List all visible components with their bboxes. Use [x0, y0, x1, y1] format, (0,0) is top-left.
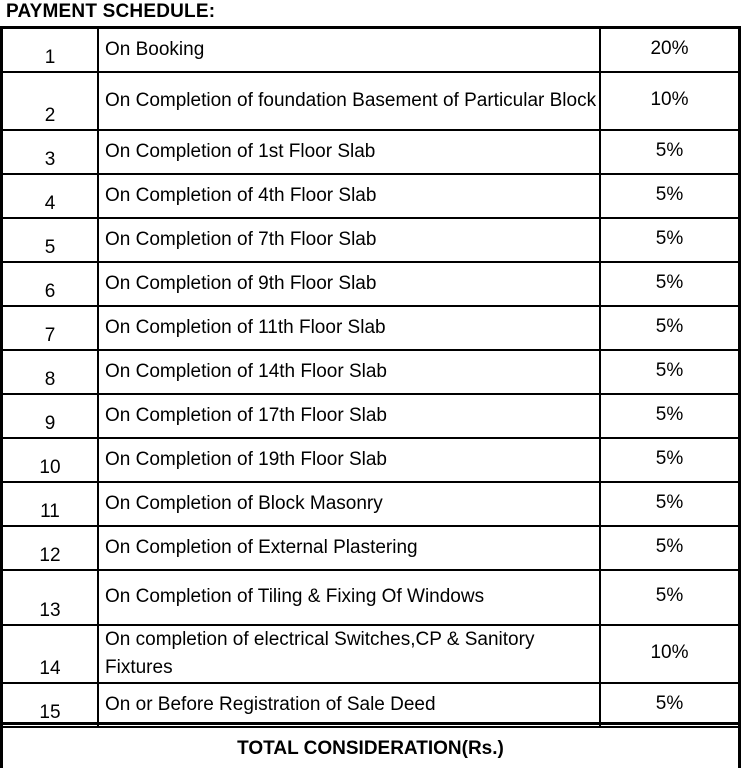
row-percentage [600, 72, 740, 130]
row-percentage-value: 5% [655, 403, 684, 425]
row-percentage [600, 625, 740, 683]
row-percentage [600, 570, 740, 625]
row-percentage [600, 683, 740, 727]
row-number: 8 [2, 350, 99, 394]
row-percentage [600, 130, 740, 174]
table-row [2, 625, 740, 683]
row-percentage [600, 482, 740, 526]
row-description: On Completion of 17th Floor Slab [98, 394, 600, 438]
row-percentage [600, 350, 740, 394]
row-percentage [600, 394, 740, 438]
row-description: On Completion of 9th Floor Slab [98, 262, 600, 306]
row-description: On Completion of 7th Floor Slab [98, 218, 600, 262]
row-number: 4 [2, 174, 99, 218]
row-description: On Completion of 19th Floor Slab [98, 438, 600, 482]
row-percentage-value: 5% [655, 447, 684, 469]
row-percentage-value: 5% [655, 271, 684, 293]
row-description: On Completion of Block Masonry [98, 482, 600, 526]
table-row [2, 28, 740, 72]
row-description: On Booking [98, 28, 600, 72]
row-percentage [600, 438, 740, 482]
row-number: 11 [2, 482, 99, 526]
row-number: 2 [2, 72, 99, 130]
table-row [2, 130, 740, 174]
row-number: 1 [2, 28, 99, 72]
row-percentage [600, 218, 740, 262]
total-consideration-row [0, 722, 741, 768]
row-description: On Completion of 4th Floor Slab [98, 174, 600, 218]
table-row [2, 218, 740, 262]
table-row [2, 570, 740, 625]
row-description: On Completion of External Plastering [98, 526, 600, 570]
row-description: On or Before Registration of Sale Deed [98, 683, 600, 727]
row-number: 9 [2, 394, 99, 438]
row-percentage-value: 5% [655, 585, 684, 606]
row-percentage-value: 10% [650, 88, 689, 110]
row-description: On Completion of Tiling & Fixing Of Windows [98, 570, 600, 625]
row-percentage-value: 5% [655, 359, 684, 381]
table-row [2, 482, 740, 526]
table-row [2, 262, 740, 306]
row-percentage [600, 262, 740, 306]
row-percentage-value: 5% [655, 183, 684, 205]
row-percentage-value: 5% [655, 315, 684, 337]
row-percentage [600, 526, 740, 570]
row-number: 5 [2, 218, 99, 262]
row-description: On completion of electrical Switches,CP & Sanitory Fixtures [98, 625, 600, 683]
row-percentage [600, 174, 740, 218]
table-row [2, 526, 740, 570]
row-number: 3 [2, 130, 99, 174]
row-percentage [600, 28, 740, 72]
table-row [2, 72, 740, 130]
table-row [2, 683, 740, 727]
payment-schedule-table [0, 26, 741, 728]
row-percentage-value: 20% [650, 37, 689, 59]
table-row [2, 174, 740, 218]
row-description: On Completion of foundation Basement of Particular Block [98, 72, 600, 130]
row-description: On Completion of 14th Floor Slab [98, 350, 600, 394]
table-row [2, 350, 740, 394]
page-title: PAYMENT SCHEDULE: [6, 1, 216, 22]
table-row [2, 306, 740, 350]
row-percentage-value: 5% [655, 491, 684, 513]
table-row [2, 394, 740, 438]
row-number: 7 [2, 306, 99, 350]
row-number: 10 [2, 438, 99, 482]
row-number: 13 [2, 570, 99, 625]
table-row [2, 438, 740, 482]
row-number: 6 [2, 262, 99, 306]
row-percentage-value: 5% [655, 139, 684, 161]
row-percentage-value: 10% [650, 641, 689, 663]
row-percentage-value: 5% [655, 227, 684, 249]
row-description: On Completion of 11th Floor Slab [98, 306, 600, 350]
row-number: 14 [2, 625, 99, 683]
total-consideration-label: TOTAL CONSIDERATION(Rs.) [237, 738, 504, 759]
row-percentage [600, 306, 740, 350]
row-percentage-value: 5% [655, 535, 684, 557]
row-description: On Completion of 1st Floor Slab [98, 130, 600, 174]
row-number: 15 [2, 683, 99, 727]
row-number: 12 [2, 526, 99, 570]
row-percentage-value: 5% [655, 692, 684, 714]
